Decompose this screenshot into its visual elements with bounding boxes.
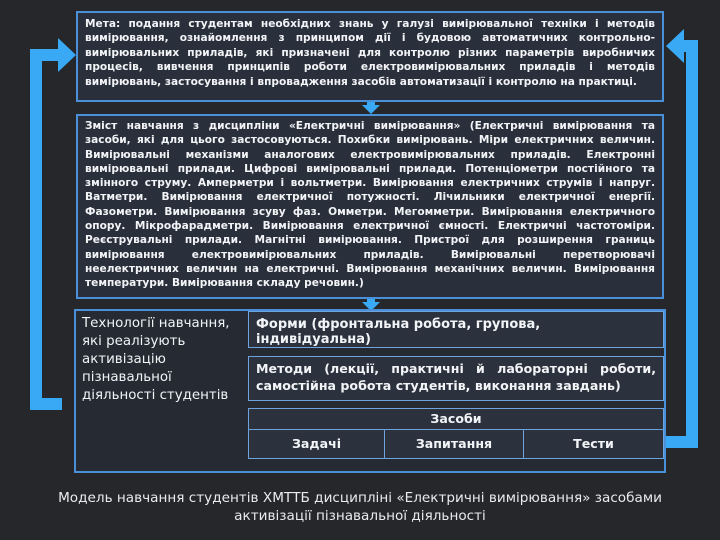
means-item-label: Задачі [291, 436, 342, 451]
means-item-tasks [248, 429, 385, 459]
left-feedback-arrow [30, 38, 76, 410]
means-item-label: Тести [573, 436, 614, 451]
technologies-text: Технології навчання, які реалізують активізацію пізнавальної діяльності студентів [82, 316, 230, 403]
figure-caption [20, 489, 700, 525]
goal-text: Мета: подання студентам необхідних знань у галузі вимірювальної техніки і методів вимірювання, ознайомлення з принципом дії і будовою автоматичних контрольно-вимірювальних приладів, які призначені для контролю різних параметрів виробничих процесів, вивчення принципів роботи електровимірювальних приладів і методів вимірювань, застосування і впровадження засобів автоматизації і контролю на практиці. [85, 18, 655, 88]
methods-text: Методи (лекції, практичні й лабораторні роботи, самостійна робота студентів, виконання завдань) [256, 361, 656, 393]
means-title: Засоби [430, 411, 482, 426]
content-text: Зміст навчання з дисципліни «Електричні вимірювання» (Електричні вимірювання та засоби, які для цього застосовуються. Похибки вимірювань. Міри електричних величин. Вимірювальні механізми аналогових електровимірювальних приладів. Електронні вимірювальні прилади. Цифрові вимірювальні прилади. Потенціометри постійного та змінного струму. Амперметри і вольтметри. Вимірювання електричних струмів і напруг. Ватметри. Вимірювання електричної потужності. Лічильники електричної енергії. Фазометри. Вимірювання зсуву фаз. Омметри. Мегомметри. Вимірювання електричного опору. Мікрофарадметри. Вимірювання електричної ємності. Електричні частотоміри. Реєструвальні прилади. Магнітні вимірювання. Пристрої для розширення границь вимірювання електровимірювальних приладів. Вимірювальні перетворювачі неелектричних величин на електричні. Вимірювання механічних величин. Вимірювання температури. Вимірювання складу речовин.) [85, 120, 655, 290]
goal-box [76, 11, 664, 102]
down-arrow-goal-to-content [362, 102, 380, 114]
methods-box [248, 356, 664, 401]
means-item-label: Запитання [415, 436, 493, 451]
means-header [248, 408, 664, 430]
means-item-questions [384, 429, 524, 459]
right-feedback-arrow [664, 29, 698, 448]
forms-text: Форми (фронтальна робота, групова, індивідуальна) [256, 317, 541, 347]
caption-line-2: активізації пізнавальної діяльності [234, 508, 486, 524]
content-box [76, 114, 664, 299]
caption-line-1: Модель навчання студентів ХМТТБ дисципліні «Електричні вимірювання» засобами [58, 490, 662, 506]
means-item-tests [523, 429, 664, 459]
forms-box [248, 311, 664, 348]
